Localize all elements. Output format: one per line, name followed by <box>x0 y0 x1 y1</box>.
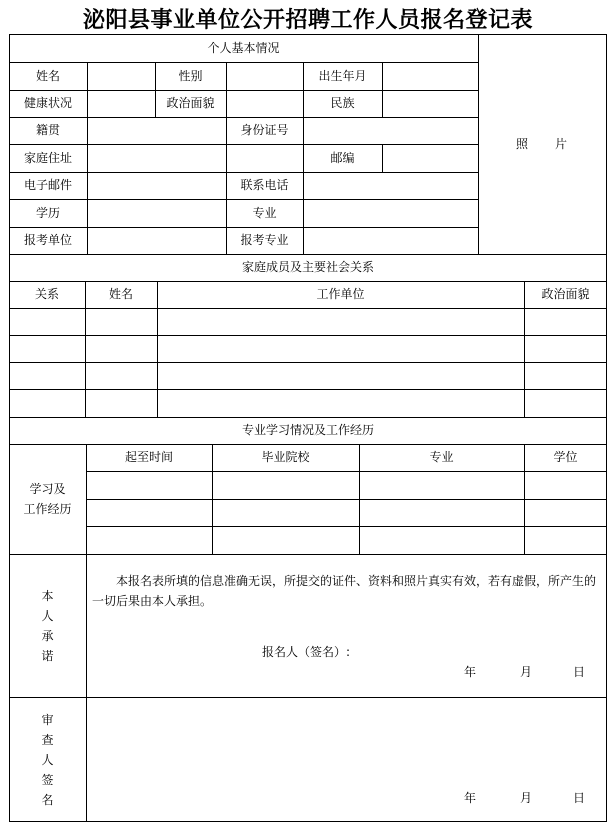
study-row-label <box>9 444 86 554</box>
pledge-label-char: 本 <box>41 588 54 603</box>
review-year: 年 <box>464 791 477 805</box>
field-phone[interactable] <box>303 172 478 199</box>
col-relation: 关系 <box>34 287 59 302</box>
review-label-char: 审 <box>41 713 54 727</box>
family-row[interactable] <box>9 389 607 417</box>
section-study-title: 专业学习情况及工作经历 <box>241 423 374 438</box>
pledge-day: 日 <box>573 665 586 679</box>
pledge-text-line2: 一切后果由本人承担。 <box>92 594 213 608</box>
label-apply-major: 报考专业 <box>240 233 289 248</box>
field-birth[interactable] <box>382 62 478 90</box>
field-postcode[interactable] <box>382 144 478 172</box>
label-major: 专业 <box>252 205 277 220</box>
review-label <box>9 710 86 810</box>
label-political: 政治面貌 <box>166 96 215 111</box>
col-period: 起至时间 <box>124 450 173 465</box>
col-name: 姓名 <box>108 287 133 302</box>
study-row-label-line2: 工作经历 <box>23 502 72 516</box>
label-id-number: 身份证号 <box>240 123 289 138</box>
pledge-text-line1: 本报名表所填的信息准确无误，所提交的证件、资料和照片真实有效，若有虚假，所产生的 <box>116 574 597 588</box>
pledge-label <box>9 554 86 697</box>
label-postcode: 邮编 <box>330 150 355 165</box>
review-month: 月 <box>520 791 533 805</box>
label-gender: 性别 <box>178 68 203 83</box>
col-major: 专业 <box>429 450 454 465</box>
label-native-place: 籍贯 <box>35 123 60 138</box>
col-degree: 学位 <box>553 450 578 465</box>
pledge-label-char: 人 <box>41 608 54 623</box>
label-email: 电子邮件 <box>23 178 72 193</box>
field-ethnicity[interactable] <box>382 90 478 117</box>
field-education[interactable] <box>87 199 226 227</box>
label-birth: 出生年月 <box>318 68 367 83</box>
col-work-unit: 工作单位 <box>316 287 365 302</box>
review-label-char: 名 <box>41 793 54 807</box>
field-native-place[interactable] <box>87 117 226 144</box>
study-row[interactable] <box>86 526 607 554</box>
review-label-char: 人 <box>41 753 54 767</box>
field-political[interactable] <box>226 90 303 117</box>
pledge-month: 月 <box>520 665 533 679</box>
col-political: 政治面貌 <box>541 287 590 302</box>
field-major[interactable] <box>303 199 478 227</box>
family-row[interactable] <box>9 335 607 362</box>
label-phone: 联系电话 <box>240 178 289 193</box>
family-row[interactable] <box>9 308 607 335</box>
study-row[interactable] <box>86 471 607 499</box>
field-email[interactable] <box>87 172 226 199</box>
label-address: 家庭住址 <box>23 150 72 165</box>
form-title: 泌阳县事业单位公开招聘工作人员报名登记表 <box>82 7 533 33</box>
pledge-year: 年 <box>464 665 477 679</box>
field-apply-unit[interactable] <box>87 227 226 254</box>
photo-box[interactable]: 照 片 <box>515 137 568 152</box>
family-row[interactable] <box>9 362 607 389</box>
field-health[interactable] <box>87 90 155 117</box>
field-address[interactable] <box>87 144 303 172</box>
review-day: 日 <box>573 791 586 805</box>
field-gender[interactable] <box>226 62 303 90</box>
label-apply-unit: 报考单位 <box>23 233 72 248</box>
section-family-title: 家庭成员及主要社会关系 <box>241 260 374 275</box>
pledge-label-char: 诺 <box>41 648 54 663</box>
review-label-char: 查 <box>41 733 54 747</box>
label-health: 健康状况 <box>23 96 72 111</box>
field-apply-major[interactable] <box>303 227 478 254</box>
label-education: 学历 <box>35 205 60 220</box>
study-row[interactable] <box>86 499 607 526</box>
label-name: 姓名 <box>35 68 60 83</box>
study-row-label-line1: 学习及 <box>29 482 66 496</box>
pledge-label-char: 承 <box>41 628 54 643</box>
section-personal-title: 个人基本情况 <box>207 41 280 56</box>
pledge-signature-label: 报名人（签名）: <box>262 645 351 659</box>
field-name[interactable] <box>87 62 155 90</box>
field-id-number[interactable] <box>303 117 478 144</box>
label-ethnicity: 民族 <box>330 96 355 111</box>
col-school: 毕业院校 <box>261 450 310 465</box>
review-label-char: 签 <box>41 773 54 787</box>
